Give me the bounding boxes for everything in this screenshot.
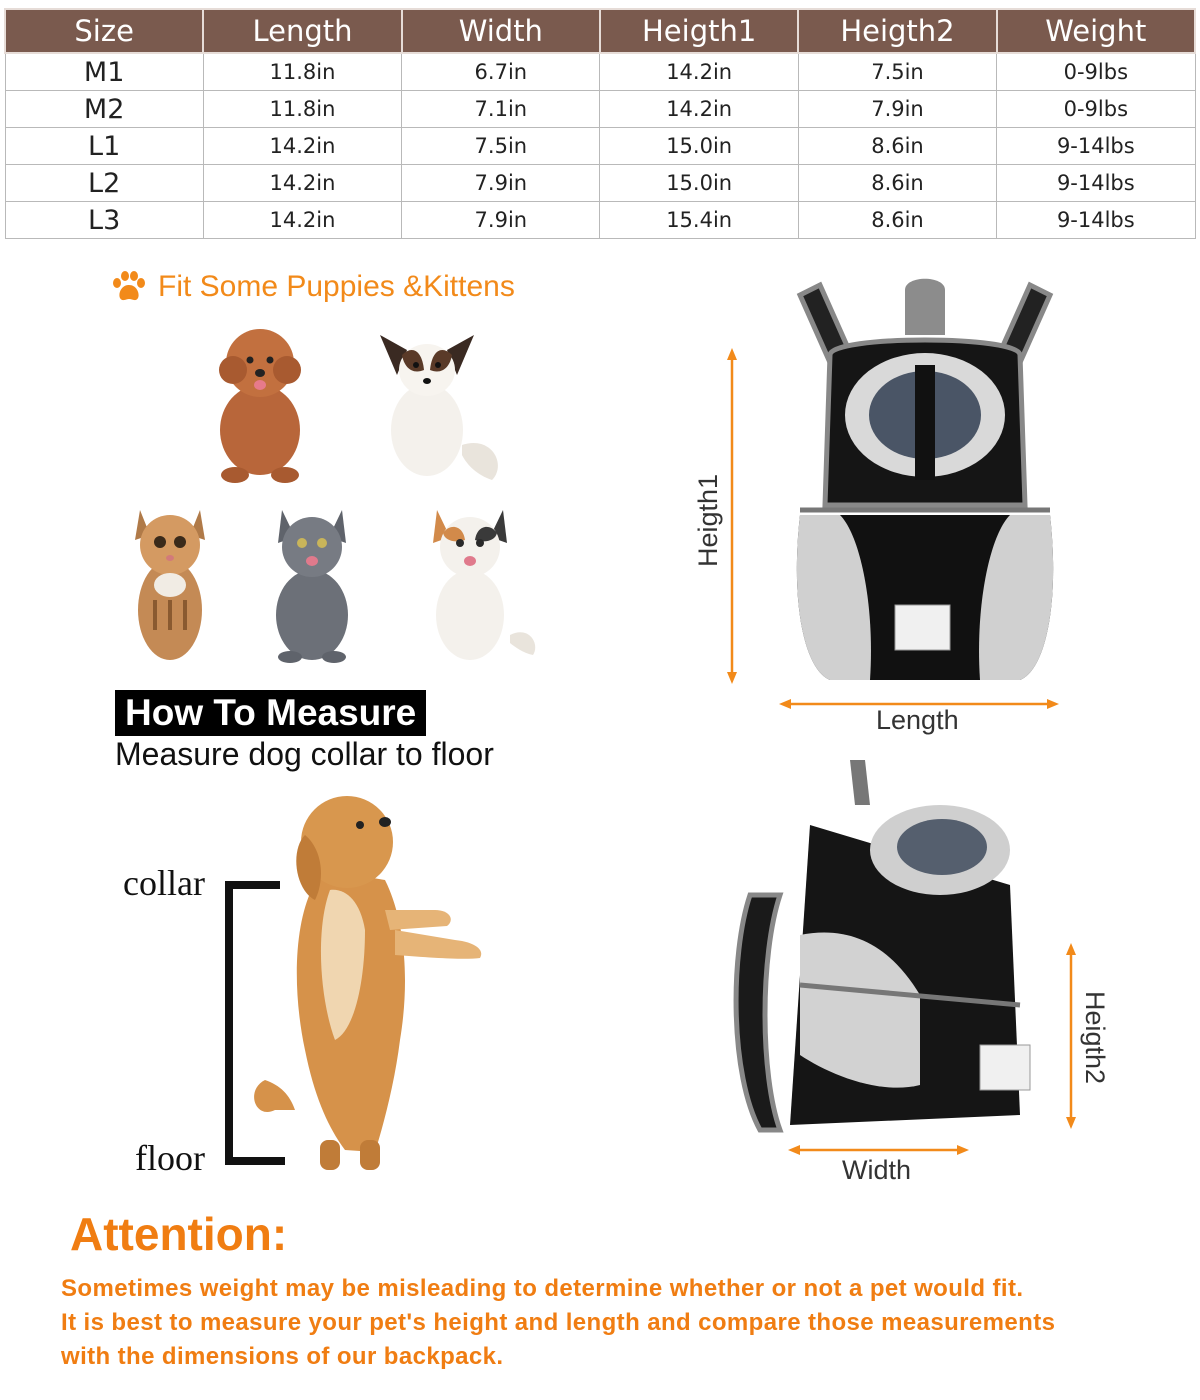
header-size: Size <box>5 9 203 53</box>
attention-title: Attention: <box>70 1208 288 1260</box>
header-width: Width <box>402 9 600 53</box>
height1-cell: 14.2in <box>600 91 798 128</box>
width-cell: 7.1in <box>402 91 600 128</box>
header-weight: Weight <box>997 9 1195 53</box>
length-cell: 11.8in <box>203 53 401 91</box>
attention-line: Sometimes weight may be misleading to determine whether or not a pet would fit. <box>61 1275 1024 1302</box>
weight-cell: 0-9lbs <box>997 53 1195 91</box>
height2-cell: 7.5in <box>798 53 996 91</box>
size-cell: M1 <box>5 53 203 91</box>
attention-text <box>61 1272 1181 1374</box>
width-cell: 6.7in <box>402 53 600 91</box>
weight-cell: 9-14lbs <box>997 202 1195 239</box>
length-label: Length <box>876 705 959 735</box>
backpack-front-image <box>760 275 1090 695</box>
width-cell: 7.5in <box>402 128 600 165</box>
height2-cell: 8.6in <box>798 202 996 239</box>
backpack-side-image <box>720 755 1060 1140</box>
how-to-measure-subtitle: Measure dog collar to floor <box>115 736 494 772</box>
attention-line: with the dimensions of our backpack. <box>61 1343 504 1370</box>
fit-heading-text: Fit Some Puppies &Kittens <box>158 270 515 303</box>
height2-cell: 8.6in <box>798 128 996 165</box>
how-to-measure-banner: How To Measure <box>115 690 426 736</box>
height2-arrow <box>1066 943 1076 1129</box>
floor-label: floor <box>135 1138 205 1178</box>
header-height1: Heigth1 <box>600 9 798 53</box>
width-cell: 7.9in <box>402 165 600 202</box>
height1-label: Heigth1 <box>693 473 724 568</box>
standing-dog-image <box>235 780 505 1180</box>
collar-label: collar <box>123 863 205 903</box>
height1-cell: 15.4in <box>600 202 798 239</box>
weight-cell: 0-9lbs <box>997 91 1195 128</box>
height1-cell: 15.0in <box>600 165 798 202</box>
size-cell: L3 <box>5 202 203 239</box>
size-cell: M2 <box>5 91 203 128</box>
weight-cell: 9-14lbs <box>997 165 1195 202</box>
weight-cell: 9-14lbs <box>997 128 1195 165</box>
height1-arrow <box>727 348 737 684</box>
length-cell: 14.2in <box>203 165 401 202</box>
height2-label: Heigth2 <box>1080 990 1111 1085</box>
length-cell: 11.8in <box>203 91 401 128</box>
width-label: Width <box>842 1155 912 1185</box>
width-arrow <box>788 1145 969 1155</box>
attention-line: It is best to measure your pet's height and length and compare those measurements <box>61 1309 1056 1336</box>
width-cell: 7.9in <box>402 202 600 239</box>
size-cell: L2 <box>5 165 203 202</box>
height2-cell: 7.9in <box>798 91 996 128</box>
header-length: Length <box>203 9 401 53</box>
length-cell: 14.2in <box>203 202 401 239</box>
height1-cell: 15.0in <box>600 128 798 165</box>
length-cell: 14.2in <box>203 128 401 165</box>
height2-cell: 8.6in <box>798 165 996 202</box>
header-height2: Heigth2 <box>798 9 996 53</box>
size-cell: L1 <box>5 128 203 165</box>
height1-cell: 14.2in <box>600 53 798 91</box>
